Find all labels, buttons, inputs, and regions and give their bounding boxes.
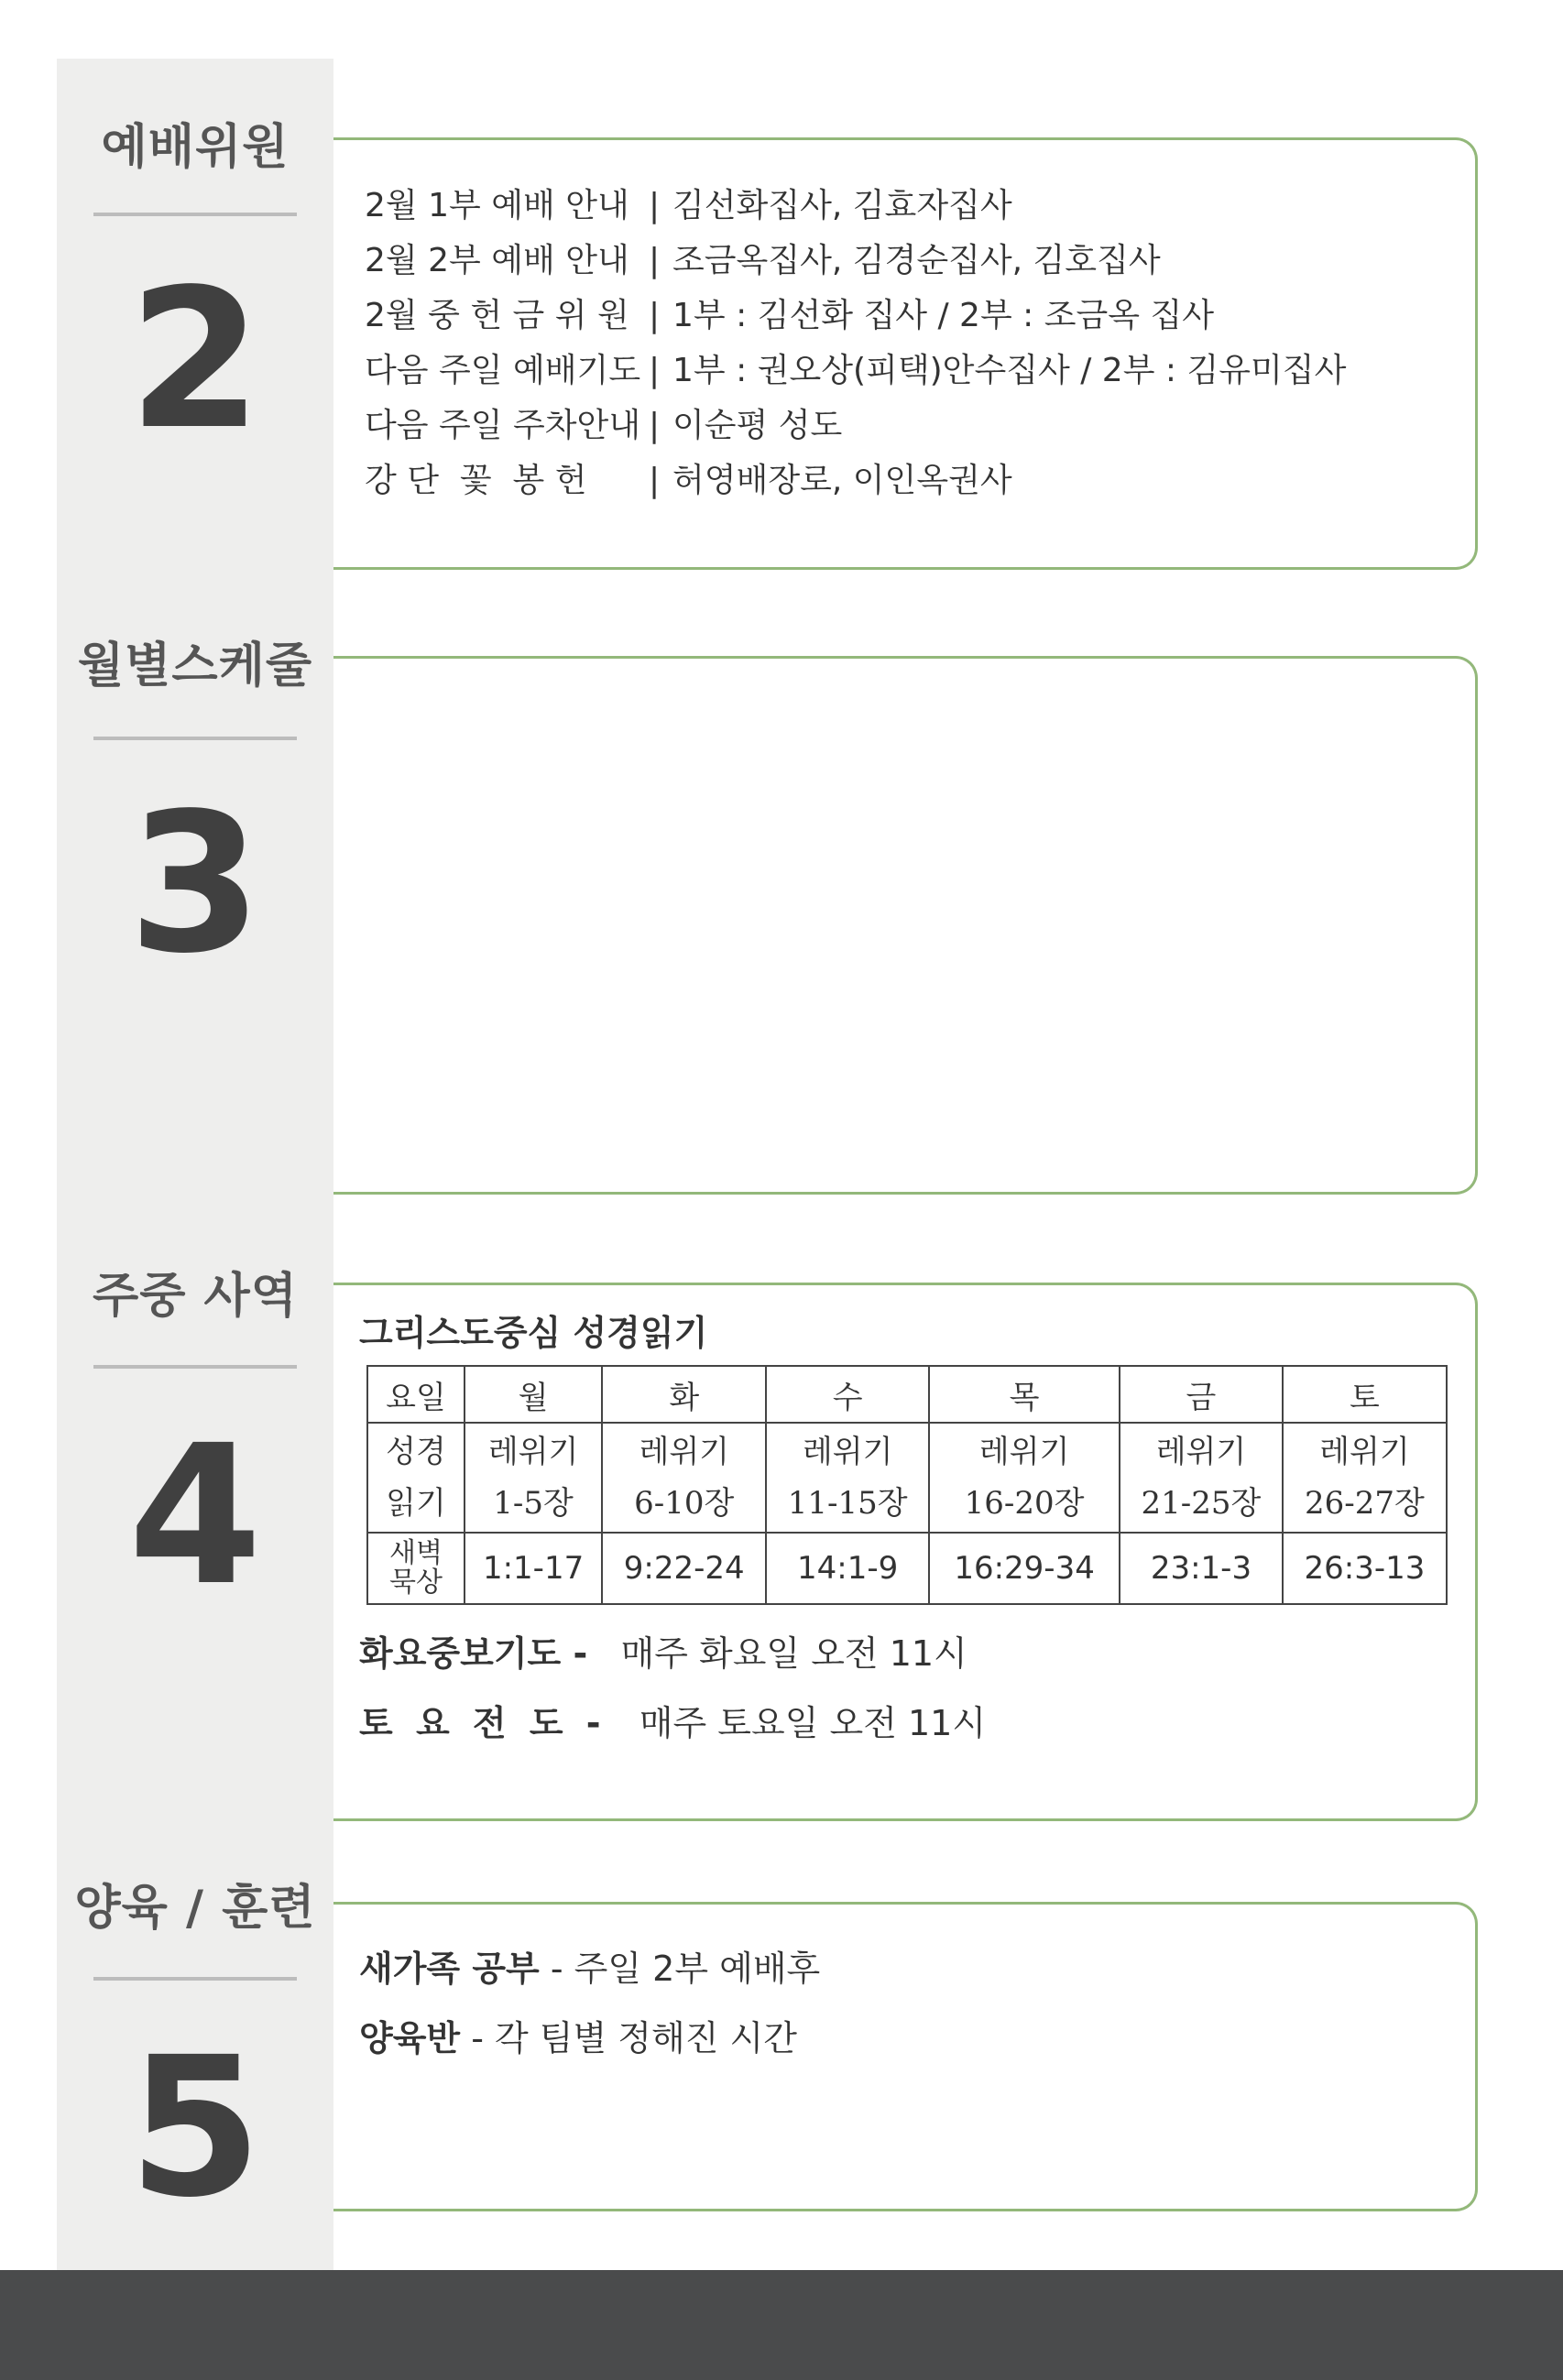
info-row: 다음 주일 예배기도 | 1부 : 권오상(피택)안수집사 / 2부 : 김유미집사	[365, 344, 1346, 391]
footer-band	[0, 2270, 1563, 2380]
info-label: 2월 중 헌 금 위 원	[365, 297, 629, 334]
info-value: 이순평 성도	[672, 407, 843, 444]
table-row-label: 새벽 묵상	[367, 1533, 465, 1604]
table-cell: 레위기 16-20장	[929, 1423, 1120, 1533]
table-header-cell: 화	[602, 1366, 766, 1423]
table-row-label: 성경 읽기	[367, 1423, 465, 1533]
section-number: 2	[127, 247, 263, 472]
section-title: 월별스케줄	[77, 639, 313, 693]
table-cell: 9:22-24	[602, 1533, 766, 1604]
info-value: 조금옥집사, 김경순집사, 김호집사	[672, 242, 1161, 279]
table-header-cell: 수	[766, 1366, 929, 1423]
reading-title: 그리스도중심 성경읽기	[359, 1313, 708, 1353]
table-cell: 14:1-9	[766, 1533, 929, 1604]
section-rule	[93, 213, 297, 216]
info-row: 다음 주일 주차안내 | 이순평 성도	[365, 399, 842, 446]
section-title: 예배위원	[101, 120, 290, 175]
info-label: 다음 주일 예배기도	[365, 352, 641, 389]
info-value: 허영배장로, 이인옥권사	[672, 462, 1012, 499]
table-header-cell: 요일	[367, 1366, 465, 1423]
table-row	[367, 1366, 1447, 1423]
table-cell: 레위기 6-10장	[602, 1423, 766, 1533]
table-header-cell: 토	[1283, 1366, 1447, 1423]
table-header-cell: 목	[929, 1366, 1120, 1423]
training-text: - 주일 2부 예배후	[539, 1949, 821, 1989]
table-cell: 레위기 1-5장	[465, 1423, 602, 1533]
section-frame	[333, 656, 1478, 1195]
table-cell: 레위기 26-27장	[1283, 1423, 1447, 1533]
table-cell: 레위기 11-15장	[766, 1423, 929, 1533]
reading-table	[366, 1365, 1448, 1605]
info-label: 강 단 꽃 봉 헌	[365, 462, 587, 499]
section-rule	[93, 1977, 297, 1981]
note-text: 매주 토요일 오전 11시	[639, 1703, 987, 1743]
table-cell: 16:29-34	[929, 1533, 1120, 1604]
section-number: 4	[127, 1403, 263, 1628]
table-header-cell: 월	[465, 1366, 602, 1423]
training-label: 양육반	[359, 2018, 461, 2058]
note-label: 토 요 전 도 -	[359, 1703, 607, 1743]
training-item	[359, 1940, 820, 1991]
info-row: 2월 1부 예배 안내 | 김선화집사, 김효자집사	[365, 180, 1012, 226]
section-number: 3	[127, 771, 263, 996]
table-cell: 26:3-13	[1283, 1533, 1447, 1604]
note-row	[359, 1625, 967, 1676]
training-label: 새가족 공부	[359, 1949, 540, 1989]
section-title: 주중 사역	[92, 1269, 299, 1324]
table-cell: 23:1-3	[1120, 1533, 1283, 1604]
info-value: 1부 : 권오상(피택)안수집사 / 2부 : 김유미집사	[672, 352, 1347, 389]
section-rule	[93, 737, 297, 740]
info-row: 2월 2부 예배 안내 | 조금옥집사, 김경순집사, 김호집사	[365, 235, 1161, 281]
training-item	[359, 2010, 797, 2060]
table-row	[367, 1423, 1447, 1533]
section-title: 양육 / 훈련	[74, 1881, 316, 1936]
info-label: 2월 2부 예배 안내	[365, 242, 629, 279]
section-number: 5	[127, 2015, 263, 2240]
table-cell: 레위기 21-25장	[1120, 1423, 1283, 1533]
section-rule	[93, 1365, 297, 1369]
note-row	[359, 1695, 986, 1745]
note-label: 화요중보기도 -	[359, 1633, 588, 1674]
table-row	[367, 1533, 1447, 1604]
info-value: 1부 : 김선화 집사 / 2부 : 조금옥 집사	[672, 297, 1215, 334]
table-header-cell: 금	[1120, 1366, 1283, 1423]
info-row: 강 단 꽃 봉 헌 | 허영배장로, 이인옥권사	[365, 454, 1012, 501]
training-text: - 각 팀별 정해진 시간	[460, 2018, 797, 2058]
info-row: 2월 중 헌 금 위 원 | 1부 : 김선화 집사 / 2부 : 조금옥 집사	[365, 289, 1214, 336]
note-text: 매주 화요일 오전 11시	[620, 1633, 967, 1674]
info-label: 다음 주일 주차안내	[365, 407, 641, 444]
info-value: 김선화집사, 김효자집사	[672, 187, 1012, 224]
info-label: 2월 1부 예배 안내	[365, 187, 629, 224]
table-cell: 1:1-17	[465, 1533, 602, 1604]
